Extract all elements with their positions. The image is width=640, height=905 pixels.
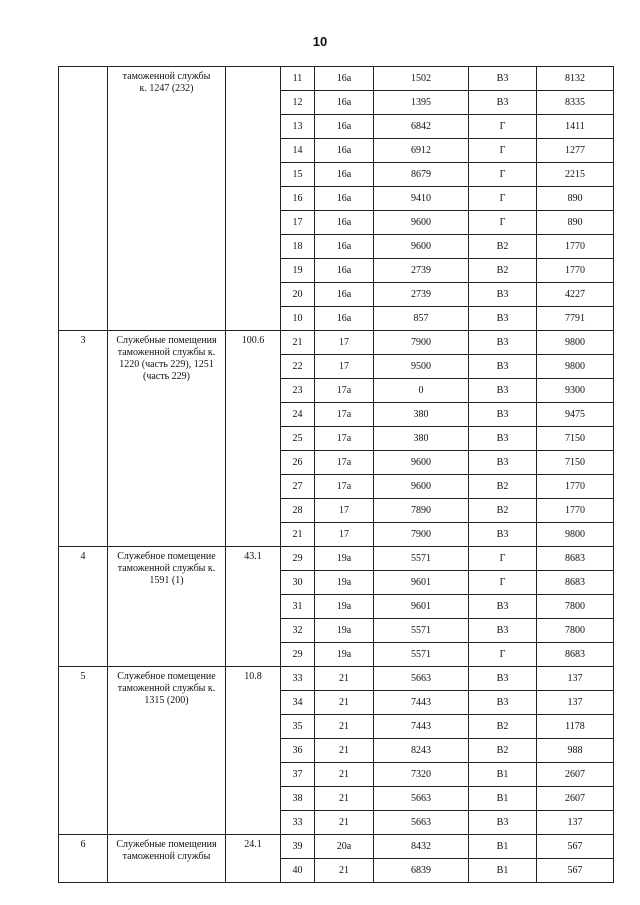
group-cell: 17 xyxy=(315,499,374,523)
class-cell: В3 xyxy=(469,91,537,115)
amount-cell: 8683 xyxy=(537,571,614,595)
table-row xyxy=(59,331,614,355)
class-cell: В2 xyxy=(469,235,537,259)
value-cell: 7443 xyxy=(374,691,469,715)
value-cell: 7890 xyxy=(374,499,469,523)
point-number-cell: 10 xyxy=(281,307,315,331)
value-cell: 9500 xyxy=(374,355,469,379)
group-cell: 21 xyxy=(315,715,374,739)
class-cell: В2 xyxy=(469,715,537,739)
value-cell: 5571 xyxy=(374,547,469,571)
point-number-cell: 37 xyxy=(281,763,315,787)
value-cell: 2739 xyxy=(374,283,469,307)
value-cell: 8432 xyxy=(374,835,469,859)
class-cell: В3 xyxy=(469,811,537,835)
group-cell: 19а xyxy=(315,595,374,619)
group-cell: 19а xyxy=(315,547,374,571)
point-number-cell: 31 xyxy=(281,595,315,619)
class-cell: В3 xyxy=(469,307,537,331)
group-cell: 16а xyxy=(315,163,374,187)
group-cell: 16а xyxy=(315,187,374,211)
amount-cell: 7150 xyxy=(537,451,614,475)
class-cell: В1 xyxy=(469,859,537,883)
point-number-cell: 18 xyxy=(281,235,315,259)
point-number-cell: 25 xyxy=(281,427,315,451)
amount-cell: 9800 xyxy=(537,523,614,547)
group-cell: 20а xyxy=(315,835,374,859)
table-row xyxy=(59,67,614,91)
group-cell: 17а xyxy=(315,403,374,427)
point-number-cell: 14 xyxy=(281,139,315,163)
class-cell: В3 xyxy=(469,691,537,715)
value-cell: 6842 xyxy=(374,115,469,139)
class-cell: В2 xyxy=(469,499,537,523)
area-cell xyxy=(226,67,281,331)
amount-cell: 137 xyxy=(537,667,614,691)
group-cell: 16а xyxy=(315,235,374,259)
amount-cell: 8132 xyxy=(537,67,614,91)
amount-cell: 9800 xyxy=(537,331,614,355)
amount-cell: 4227 xyxy=(537,283,614,307)
class-cell: Г xyxy=(469,163,537,187)
point-number-cell: 34 xyxy=(281,691,315,715)
amount-cell: 137 xyxy=(537,811,614,835)
premises-name-cell: Служебное помещение таможенной службы к. 1591 (1) xyxy=(108,547,226,667)
amount-cell: 9475 xyxy=(537,403,614,427)
point-number-cell: 40 xyxy=(281,859,315,883)
premises-name-cell: Служебное помещение таможенной службы к. 1315 (200) xyxy=(108,667,226,835)
table-body xyxy=(59,67,614,883)
class-cell: В3 xyxy=(469,283,537,307)
class-cell: В3 xyxy=(469,67,537,91)
amount-cell: 2607 xyxy=(537,763,614,787)
class-cell: Г xyxy=(469,547,537,571)
group-cell: 21 xyxy=(315,763,374,787)
point-number-cell: 15 xyxy=(281,163,315,187)
group-cell: 16а xyxy=(315,259,374,283)
amount-cell: 890 xyxy=(537,211,614,235)
class-cell: Г xyxy=(469,187,537,211)
value-cell: 857 xyxy=(374,307,469,331)
table-row xyxy=(59,835,614,859)
point-number-cell: 26 xyxy=(281,451,315,475)
group-cell: 17 xyxy=(315,331,374,355)
point-number-cell: 24 xyxy=(281,403,315,427)
amount-cell: 567 xyxy=(537,859,614,883)
class-cell: Г xyxy=(469,571,537,595)
amount-cell: 1770 xyxy=(537,235,614,259)
group-cell: 16а xyxy=(315,115,374,139)
point-number-cell: 23 xyxy=(281,379,315,403)
value-cell: 9600 xyxy=(374,235,469,259)
amount-cell: 8335 xyxy=(537,91,614,115)
class-cell: В3 xyxy=(469,619,537,643)
point-number-cell: 21 xyxy=(281,523,315,547)
class-cell: В3 xyxy=(469,523,537,547)
class-cell: В3 xyxy=(469,451,537,475)
point-number-cell: 29 xyxy=(281,547,315,571)
group-cell: 17а xyxy=(315,379,374,403)
amount-cell: 7791 xyxy=(537,307,614,331)
class-cell: В1 xyxy=(469,787,537,811)
amount-cell: 1770 xyxy=(537,499,614,523)
amount-cell: 137 xyxy=(537,691,614,715)
premises-name-cell: Служебные помещения таможенной службы xyxy=(108,835,226,883)
value-cell: 5663 xyxy=(374,667,469,691)
amount-cell: 1178 xyxy=(537,715,614,739)
block-number-cell: 6 xyxy=(59,835,108,883)
amount-cell: 1277 xyxy=(537,139,614,163)
area-cell: 24.1 xyxy=(226,835,281,883)
value-cell: 2739 xyxy=(374,259,469,283)
area-cell: 10.8 xyxy=(226,667,281,835)
point-number-cell: 16 xyxy=(281,187,315,211)
amount-cell: 8683 xyxy=(537,643,614,667)
point-number-cell: 33 xyxy=(281,811,315,835)
value-cell: 5663 xyxy=(374,811,469,835)
value-cell: 1502 xyxy=(374,67,469,91)
class-cell: В2 xyxy=(469,475,537,499)
group-cell: 17а xyxy=(315,451,374,475)
premises-name-cell: Служебные помещения таможенной службы к. 1220 (часть 229), 1251 (часть 229) xyxy=(108,331,226,547)
class-cell: В1 xyxy=(469,763,537,787)
amount-cell: 2607 xyxy=(537,787,614,811)
group-cell: 21 xyxy=(315,811,374,835)
block-number-cell: 3 xyxy=(59,331,108,547)
group-cell: 21 xyxy=(315,739,374,763)
amount-cell: 1770 xyxy=(537,259,614,283)
table-row xyxy=(59,547,614,571)
premises-table xyxy=(58,66,614,883)
group-cell: 16а xyxy=(315,67,374,91)
point-number-cell: 33 xyxy=(281,667,315,691)
class-cell: В3 xyxy=(469,403,537,427)
value-cell: 8679 xyxy=(374,163,469,187)
block-number-cell: 5 xyxy=(59,667,108,835)
class-cell: В1 xyxy=(469,835,537,859)
point-number-cell: 36 xyxy=(281,739,315,763)
class-cell: В3 xyxy=(469,331,537,355)
group-cell: 17 xyxy=(315,523,374,547)
amount-cell: 1411 xyxy=(537,115,614,139)
group-cell: 17а xyxy=(315,475,374,499)
amount-cell: 988 xyxy=(537,739,614,763)
point-number-cell: 30 xyxy=(281,571,315,595)
amount-cell: 567 xyxy=(537,835,614,859)
amount-cell: 2215 xyxy=(537,163,614,187)
value-cell: 9601 xyxy=(374,571,469,595)
value-cell: 7320 xyxy=(374,763,469,787)
group-cell: 17а xyxy=(315,427,374,451)
point-number-cell: 13 xyxy=(281,115,315,139)
block-number-cell xyxy=(59,67,108,331)
premises-name-cell: таможенной службы к. 1247 (232) xyxy=(108,67,226,331)
value-cell: 7900 xyxy=(374,523,469,547)
class-cell: В3 xyxy=(469,667,537,691)
class-cell: В2 xyxy=(469,259,537,283)
value-cell: 380 xyxy=(374,403,469,427)
amount-cell: 7800 xyxy=(537,619,614,643)
class-cell: Г xyxy=(469,139,537,163)
point-number-cell: 11 xyxy=(281,67,315,91)
value-cell: 6839 xyxy=(374,859,469,883)
class-cell: В3 xyxy=(469,427,537,451)
group-cell: 16а xyxy=(315,139,374,163)
amount-cell: 1770 xyxy=(537,475,614,499)
group-cell: 21 xyxy=(315,667,374,691)
value-cell: 8243 xyxy=(374,739,469,763)
point-number-cell: 29 xyxy=(281,643,315,667)
class-cell: В2 xyxy=(469,739,537,763)
amount-cell: 890 xyxy=(537,187,614,211)
point-number-cell: 28 xyxy=(281,499,315,523)
point-number-cell: 35 xyxy=(281,715,315,739)
table-row xyxy=(59,667,614,691)
point-number-cell: 27 xyxy=(281,475,315,499)
point-number-cell: 19 xyxy=(281,259,315,283)
area-cell: 100.6 xyxy=(226,331,281,547)
value-cell: 6912 xyxy=(374,139,469,163)
point-number-cell: 17 xyxy=(281,211,315,235)
value-cell: 5571 xyxy=(374,643,469,667)
block-number-cell: 4 xyxy=(59,547,108,667)
group-cell: 19а xyxy=(315,571,374,595)
value-cell: 5571 xyxy=(374,619,469,643)
amount-cell: 8683 xyxy=(537,547,614,571)
amount-cell: 7150 xyxy=(537,427,614,451)
point-number-cell: 22 xyxy=(281,355,315,379)
point-number-cell: 12 xyxy=(281,91,315,115)
value-cell: 7900 xyxy=(374,331,469,355)
class-cell: Г xyxy=(469,211,537,235)
point-number-cell: 38 xyxy=(281,787,315,811)
area-cell: 43.1 xyxy=(226,547,281,667)
value-cell: 9600 xyxy=(374,451,469,475)
point-number-cell: 32 xyxy=(281,619,315,643)
class-cell: В3 xyxy=(469,379,537,403)
group-cell: 21 xyxy=(315,691,374,715)
group-cell: 16а xyxy=(315,307,374,331)
class-cell: Г xyxy=(469,643,537,667)
value-cell: 9601 xyxy=(374,595,469,619)
point-number-cell: 39 xyxy=(281,835,315,859)
group-cell: 21 xyxy=(315,859,374,883)
group-cell: 16а xyxy=(315,283,374,307)
value-cell: 9410 xyxy=(374,187,469,211)
point-number-cell: 20 xyxy=(281,283,315,307)
group-cell: 19а xyxy=(315,643,374,667)
class-cell: В3 xyxy=(469,595,537,619)
group-cell: 16а xyxy=(315,211,374,235)
value-cell: 9600 xyxy=(374,211,469,235)
page-number: 10 xyxy=(312,34,328,49)
value-cell: 5663 xyxy=(374,787,469,811)
group-cell: 17 xyxy=(315,355,374,379)
amount-cell: 9300 xyxy=(537,379,614,403)
value-cell: 1395 xyxy=(374,91,469,115)
class-cell: В3 xyxy=(469,355,537,379)
value-cell: 9600 xyxy=(374,475,469,499)
value-cell: 0 xyxy=(374,379,469,403)
group-cell: 21 xyxy=(315,787,374,811)
value-cell: 7443 xyxy=(374,715,469,739)
point-number-cell: 21 xyxy=(281,331,315,355)
amount-cell: 7800 xyxy=(537,595,614,619)
group-cell: 16а xyxy=(315,91,374,115)
amount-cell: 9800 xyxy=(537,355,614,379)
value-cell: 380 xyxy=(374,427,469,451)
class-cell: Г xyxy=(469,115,537,139)
group-cell: 19а xyxy=(315,619,374,643)
